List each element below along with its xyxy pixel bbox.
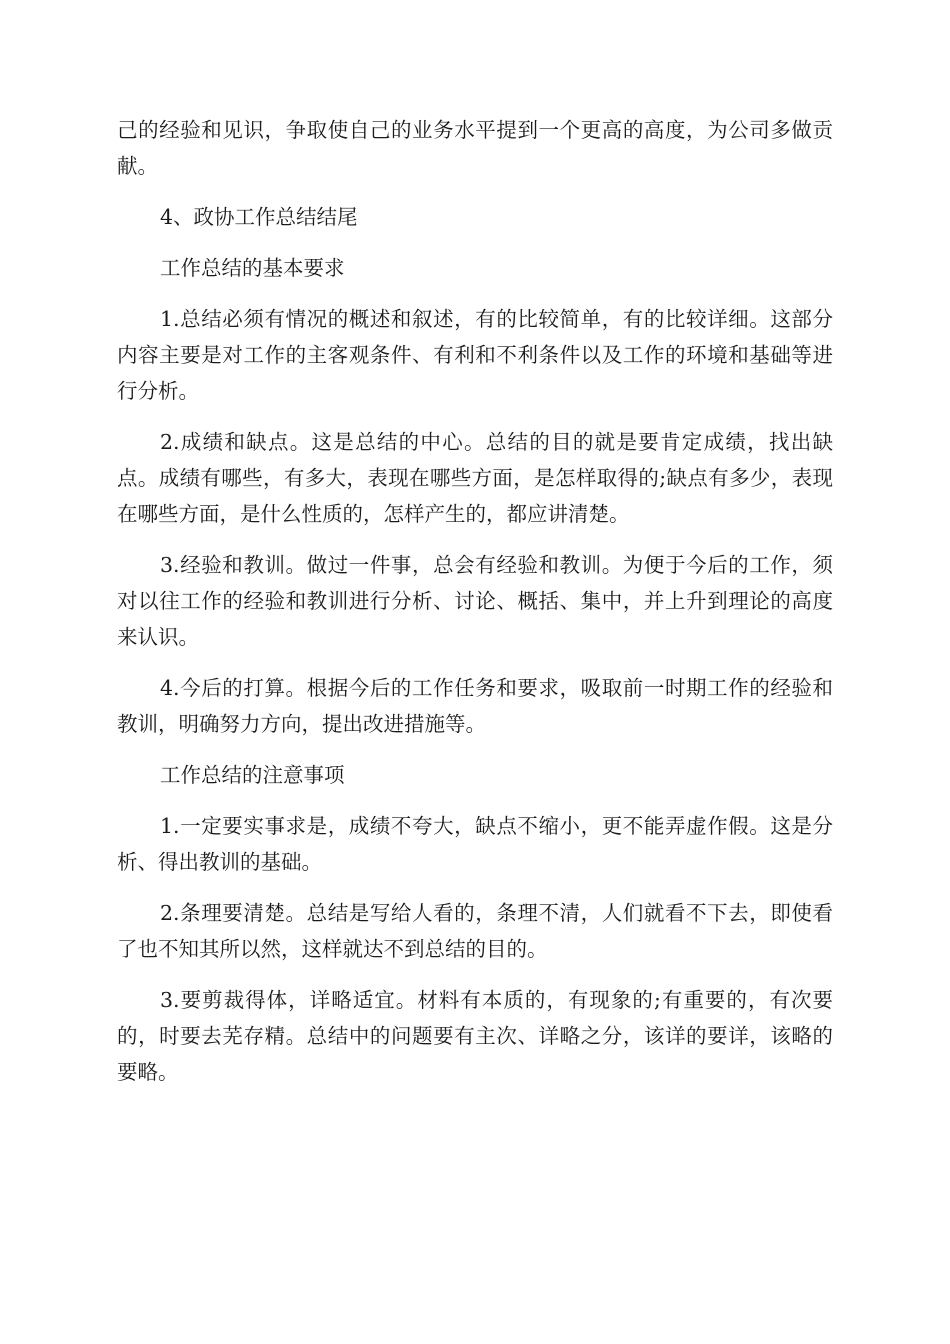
paragraph-continuation: 己的经验和见识，争取使自己的业务水平提到一个更高的高度，为公司多做贡献。 — [117, 118, 833, 178]
document-body — [117, 112, 833, 1105]
paragraph-precaution-3: 3.要剪裁得体，详略适宜。材料有本质的，有现象的;有重要的，有次要的，时要去芜存精。总结中的问题要有主次、详略之分，该详的要详，该略的要略。 — [117, 988, 833, 1084]
paragraph-precaution-2: 2.条理要清楚。总结是写给人看的，条理不清，人们就看不下去，即使看了也不知其所以然，这样就达不到总结的目的。 — [117, 901, 833, 961]
paragraph-requirement-2: 2.成绩和缺点。这是总结的中心。总结的目的就是要肯定成绩，找出缺点。成绩有哪些，有多大，表现在哪些方面，是怎样取得的;缺点有多少，表现在哪些方面，是什么性质的，怎样产生的，都应讲清楚。 — [117, 430, 833, 526]
paragraph-precaution-1: 1.一定要实事求是，成绩不夸大，缺点不缩小，更不能弄虚作假。这是分析、得出教训的基础。 — [117, 814, 833, 874]
paragraph-requirement-4: 4.今后的打算。根据今后的工作任务和要求，吸取前一时期工作的经验和教训，明确努力方向，提出改进措施等。 — [117, 676, 833, 736]
section-heading-conclusion: 4、政协工作总结结尾 — [160, 205, 358, 229]
section-heading-basic-requirements: 工作总结的基本要求 — [160, 256, 345, 280]
paragraph-requirement-1: 1.总结必须有情况的概述和叙述，有的比较简单，有的比较详细。这部分内容主要是对工作的主客观条件、有利和不利条件以及工作的环境和基础等进行分析。 — [117, 307, 833, 403]
section-heading-precautions: 工作总结的注意事项 — [160, 763, 345, 787]
paragraph-requirement-3: 3.经验和教训。做过一件事，总会有经验和教训。为便于今后的工作，须对以往工作的经验和教训进行分析、讨论、概括、集中，并上升到理论的高度来认识。 — [117, 553, 833, 649]
